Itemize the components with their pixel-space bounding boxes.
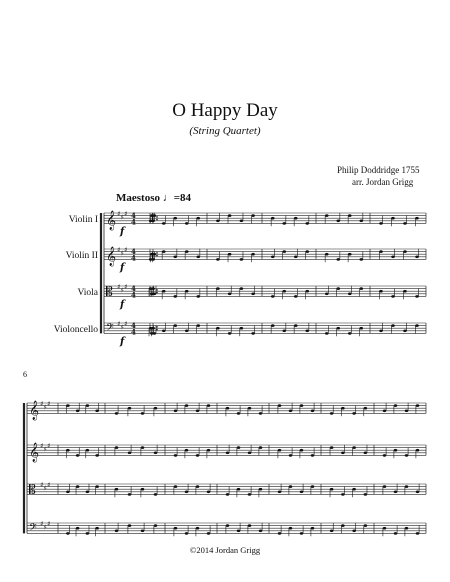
note-head	[278, 404, 282, 407]
note-head	[282, 330, 286, 333]
note-head	[352, 412, 356, 415]
note-head	[394, 404, 398, 407]
note-head	[403, 290, 407, 293]
note-head	[289, 527, 293, 530]
note-head	[240, 327, 244, 330]
note-head	[289, 485, 293, 488]
note-head	[174, 410, 178, 413]
note-head	[150, 214, 154, 217]
note-head	[391, 255, 395, 258]
note-head	[115, 446, 119, 449]
note-head	[348, 253, 352, 256]
note-head	[248, 452, 252, 455]
note-head	[216, 327, 220, 330]
note-head	[173, 255, 177, 258]
note-head	[240, 287, 244, 290]
time-signature-top: 4	[131, 211, 136, 220]
note-head	[403, 222, 407, 225]
repeat-dot	[156, 252, 158, 254]
note-head	[207, 449, 211, 452]
note-head	[336, 258, 340, 261]
note-head	[174, 485, 178, 488]
staff-lines	[24, 213, 426, 536]
repeat-dot	[156, 329, 158, 331]
note-head	[237, 530, 241, 533]
time-signature-bottom: 4	[131, 290, 136, 300]
note-head	[149, 287, 153, 290]
sharp-icon: ♯	[47, 520, 51, 528]
note-head	[300, 404, 304, 407]
arranger-credit: arr. Jordan Grigg	[352, 177, 414, 187]
note-head	[341, 493, 345, 496]
note-head	[162, 330, 166, 333]
sharp-icon: ♯	[43, 445, 47, 454]
note-head	[149, 327, 153, 330]
notation-marks	[29, 210, 419, 536]
time-signature-top: 4	[131, 321, 136, 330]
note-head	[240, 220, 244, 223]
note-head	[330, 488, 334, 491]
note-head	[294, 324, 298, 327]
note-head	[128, 452, 132, 455]
note-head	[352, 488, 356, 491]
sharp-icon: ♯	[47, 481, 51, 489]
dynamic-forte: f	[120, 226, 125, 238]
note-head	[383, 485, 387, 488]
note-head	[341, 524, 345, 527]
note-head	[115, 488, 119, 491]
note-head	[294, 217, 298, 220]
note-head	[66, 532, 70, 535]
note-head	[379, 290, 383, 293]
sharp-icon: ♯	[120, 286, 124, 295]
note-head	[86, 404, 90, 407]
note-head	[141, 446, 145, 449]
note-head	[305, 290, 309, 293]
note-head	[248, 524, 252, 527]
instrument-label-violin-1: Violin I	[68, 215, 98, 225]
note-head	[364, 493, 368, 496]
sharp-icon: ♯	[124, 246, 128, 254]
note-head	[196, 217, 200, 220]
sharp-icon: ♯	[40, 442, 44, 450]
note-head	[294, 295, 298, 298]
note-head	[66, 491, 70, 494]
note-head	[196, 295, 200, 298]
note-head	[66, 449, 70, 452]
note-head	[226, 493, 230, 496]
note-head	[196, 527, 200, 530]
sharp-icon: ♯	[43, 403, 47, 412]
note-head	[282, 222, 286, 225]
note-head	[364, 524, 368, 527]
note-head	[300, 491, 304, 494]
note-head	[174, 454, 178, 457]
sharp-icon: ♯	[120, 323, 124, 332]
sharp-icon: ♯	[117, 283, 121, 291]
note-head	[174, 527, 178, 530]
note-head	[162, 222, 166, 225]
note-head	[228, 253, 232, 256]
note-head	[359, 287, 363, 290]
note-head	[128, 407, 132, 410]
note-head	[271, 255, 275, 258]
note-head	[226, 524, 230, 527]
note-head	[228, 293, 232, 296]
note-head	[248, 407, 252, 410]
note-head	[95, 485, 99, 488]
note-head	[141, 412, 145, 415]
note-head	[185, 404, 189, 407]
note-head	[352, 530, 356, 533]
note-head	[330, 446, 334, 449]
note-head	[394, 449, 398, 452]
note-head	[341, 452, 345, 455]
note-head	[237, 488, 241, 491]
sharp-icon: ♯	[117, 246, 121, 254]
note-head	[216, 258, 220, 261]
clef-icon: 𝄞	[106, 246, 117, 267]
instrument-label-cello: Violoncello	[53, 325, 98, 335]
note-head	[383, 410, 387, 413]
note-head	[259, 412, 263, 415]
note-head	[173, 217, 177, 220]
sharp-icon: ♯	[120, 213, 124, 222]
note-head	[86, 449, 90, 452]
clef-icon: 𝄞	[106, 210, 117, 231]
note-head	[228, 214, 232, 217]
note-head	[150, 332, 154, 335]
score-title: O Happy Day	[172, 100, 278, 121]
sharp-icon: ♯	[43, 523, 47, 532]
note-head	[185, 449, 189, 452]
note-head	[282, 250, 286, 253]
note-head	[86, 532, 90, 535]
note-head	[196, 410, 200, 413]
note-head	[403, 330, 407, 333]
note-head	[237, 446, 241, 449]
note-head	[405, 527, 409, 530]
note-head	[115, 412, 119, 415]
note-head	[289, 454, 293, 457]
note-head	[173, 324, 177, 327]
note-head	[240, 258, 244, 261]
note-head	[149, 258, 153, 261]
note-head	[379, 250, 383, 253]
note-head	[154, 407, 158, 410]
tempo-metronome: ♩=84	[162, 192, 192, 204]
note-head	[415, 324, 419, 327]
note-head	[415, 295, 419, 298]
note-head	[278, 491, 282, 494]
note-head	[226, 407, 230, 410]
note-head	[325, 253, 329, 256]
note-head	[341, 407, 345, 410]
note-head	[162, 250, 166, 253]
clef-icon: 𝄢	[29, 521, 37, 536]
note-head	[271, 324, 275, 327]
note-head	[150, 253, 154, 256]
note-head	[416, 532, 420, 535]
instrument-label-viola: Viola	[77, 288, 98, 298]
sharp-icon: ♯	[40, 481, 44, 489]
note-head	[259, 530, 263, 533]
note-head	[95, 527, 99, 530]
note-head	[379, 222, 383, 225]
time-signature-bottom: 4	[131, 217, 136, 227]
note-head	[248, 493, 252, 496]
repeat-dot	[156, 289, 158, 291]
note-head	[162, 290, 166, 293]
note-head	[311, 527, 315, 530]
note-head	[311, 454, 315, 457]
note-head	[115, 530, 119, 533]
note-head	[336, 287, 340, 290]
repeat-dot	[156, 255, 158, 257]
note-head	[185, 532, 189, 535]
measure-number: 6	[23, 370, 27, 379]
note-head	[216, 220, 220, 223]
note-head	[325, 214, 329, 217]
note-head	[289, 410, 293, 413]
note-head	[359, 220, 363, 223]
repeat-dot	[156, 219, 158, 221]
note-head	[364, 407, 368, 410]
note-head	[416, 404, 420, 407]
repeat-dot	[156, 326, 158, 328]
note-head	[325, 293, 329, 296]
clef-icon: 𝄞	[29, 442, 40, 463]
note-head	[359, 327, 363, 330]
note-head	[154, 524, 158, 527]
note-head	[325, 332, 329, 335]
sharp-icon: ♯	[40, 400, 44, 408]
note-head	[300, 449, 304, 452]
clef-icon: 𝄡	[29, 482, 36, 497]
sharp-icon: ♯	[120, 249, 124, 258]
note-head	[391, 295, 395, 298]
time-signature-bottom: 4	[131, 253, 136, 263]
instrument-label-violin-2: Violin II	[65, 251, 98, 261]
note-head	[259, 488, 263, 491]
note-head	[226, 452, 230, 455]
note-head	[383, 454, 387, 457]
note-head	[216, 287, 220, 290]
note-head	[76, 527, 80, 530]
note-head	[278, 449, 282, 452]
note-head	[251, 214, 255, 217]
note-head	[394, 532, 398, 535]
clef-icon: 𝄡	[106, 284, 113, 299]
note-head	[228, 332, 232, 335]
note-head	[330, 412, 334, 415]
note-head	[403, 250, 407, 253]
note-head	[391, 217, 395, 220]
copyright-footer: ©2014 Jordan Grigg	[189, 545, 261, 555]
note-head	[348, 332, 352, 335]
score-subtitle: (String Quartet)	[189, 125, 261, 137]
note-head	[207, 491, 211, 494]
note-head	[141, 488, 145, 491]
note-head	[405, 410, 409, 413]
note-head	[394, 491, 398, 494]
note-head	[348, 293, 352, 296]
note-head	[271, 217, 275, 220]
note-head	[251, 332, 255, 335]
sharp-icon: ♯	[47, 442, 51, 450]
note-head	[185, 290, 189, 293]
sharp-icon: ♯	[124, 283, 128, 291]
note-head	[66, 404, 70, 407]
dynamic-forte: f	[120, 299, 125, 311]
note-head	[391, 324, 395, 327]
note-head	[305, 330, 309, 333]
note-head	[154, 493, 158, 496]
note-head	[305, 222, 309, 225]
note-head	[251, 253, 255, 256]
note-head	[278, 532, 282, 535]
note-head	[196, 485, 200, 488]
sharp-icon: ♯	[43, 484, 47, 493]
note-head	[359, 258, 363, 261]
note-head	[305, 250, 309, 253]
repeat-dot	[156, 292, 158, 294]
clef-icon: 𝄢	[106, 321, 114, 336]
note-head	[300, 532, 304, 535]
note-head	[336, 220, 340, 223]
note-head	[185, 491, 189, 494]
note-head	[149, 220, 153, 223]
note-head	[259, 446, 263, 449]
note-head	[196, 324, 200, 327]
time-signature-top: 4	[131, 284, 136, 293]
note-head	[348, 214, 352, 217]
time-signature-top: 4	[131, 247, 136, 256]
author-credit: Philip Doddridge 1755	[337, 165, 420, 175]
note-head	[185, 330, 189, 333]
note-head	[330, 530, 334, 533]
time-signature-bottom: 4	[131, 327, 136, 337]
note-head	[383, 527, 387, 530]
note-head	[185, 250, 189, 253]
note-head	[311, 485, 315, 488]
note-head	[379, 330, 383, 333]
note-head	[150, 293, 154, 296]
note-head	[128, 493, 132, 496]
note-head	[196, 454, 200, 457]
note-head	[271, 295, 275, 298]
sharp-icon: ♯	[117, 210, 121, 218]
tempo-text: Maestoso	[116, 192, 160, 204]
note-head	[294, 255, 298, 258]
sharp-icon: ♯	[117, 320, 121, 328]
note-head	[336, 327, 340, 330]
note-head	[405, 485, 409, 488]
note-head	[405, 454, 409, 457]
clef-icon: 𝄞	[29, 400, 40, 421]
note-head	[128, 524, 132, 527]
note-head	[311, 410, 315, 413]
note-head	[282, 290, 286, 293]
note-head	[154, 452, 158, 455]
note-head	[415, 255, 419, 258]
note-head	[86, 491, 90, 494]
note-head	[95, 454, 99, 457]
note-head	[251, 293, 255, 296]
note-head	[352, 446, 356, 449]
sharp-icon: ♯	[47, 400, 51, 408]
note-head	[185, 222, 189, 225]
note-head	[364, 452, 368, 455]
sharp-icon: ♯	[124, 210, 128, 218]
note-head	[76, 454, 80, 457]
sharp-icon: ♯	[124, 320, 128, 328]
note-head	[207, 532, 211, 535]
note-head	[415, 217, 419, 220]
note-head	[416, 491, 420, 494]
repeat-dot	[156, 216, 158, 218]
note-head	[207, 404, 211, 407]
dynamic-forte: f	[120, 262, 125, 274]
note-head	[173, 295, 177, 298]
note-head	[76, 410, 80, 413]
dynamic-forte: f	[120, 336, 125, 348]
sharp-icon: ♯	[40, 520, 44, 528]
note-head	[196, 255, 200, 258]
note-head	[95, 410, 99, 413]
note-head	[141, 530, 145, 533]
note-head	[237, 412, 241, 415]
note-head	[76, 485, 80, 488]
note-head	[416, 449, 420, 452]
